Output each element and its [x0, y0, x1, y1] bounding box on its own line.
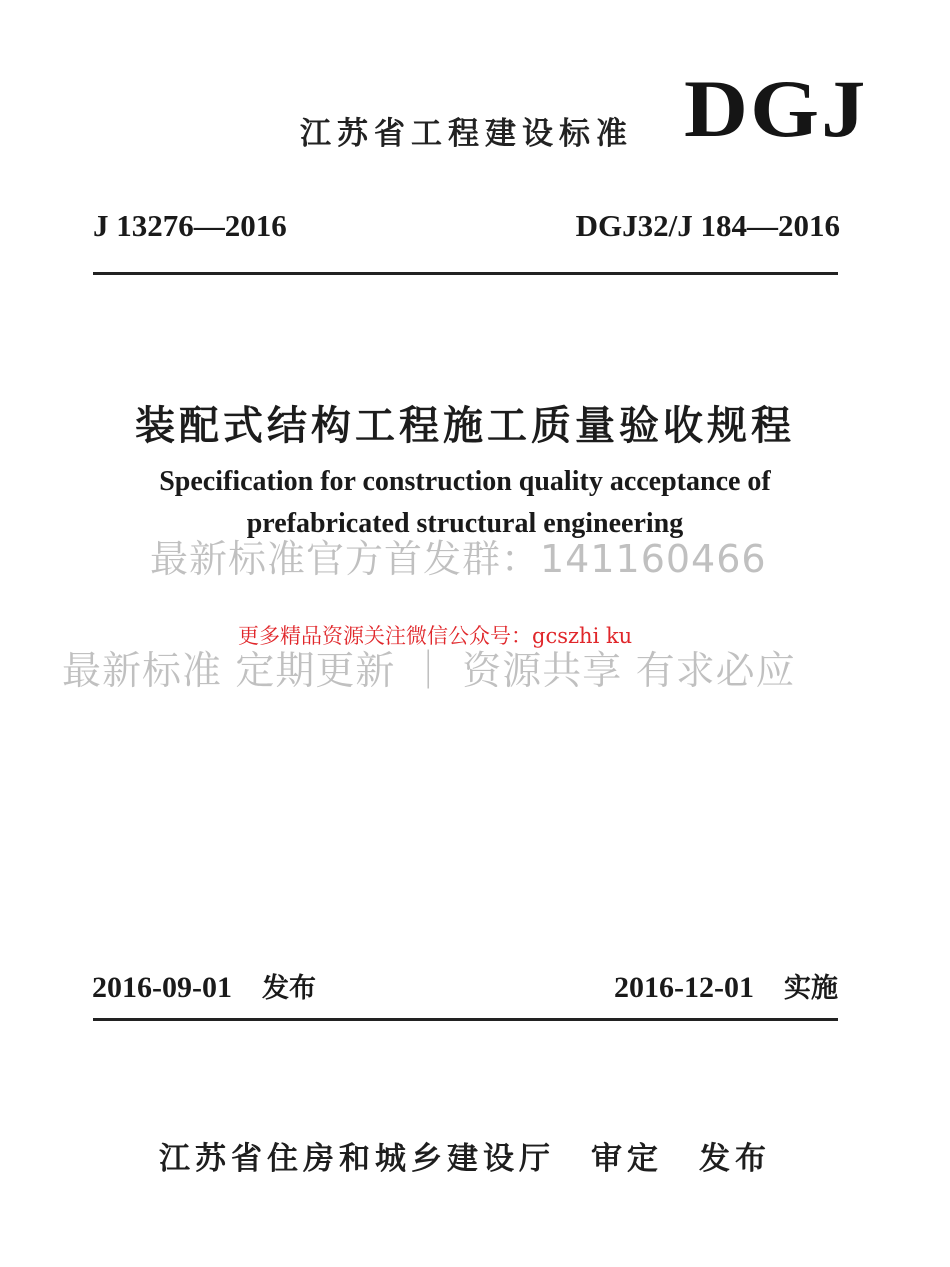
effective-date: [614, 966, 838, 1005]
effective-label: 实施: [784, 973, 838, 1004]
title-english-line2: prefabricated structural engineering: [246, 508, 684, 539]
issue-date: [92, 966, 316, 1005]
title-chinese: 装配式结构工程施工质量验收规程: [135, 403, 795, 449]
watermark-slogan: 最新标准 定期更新 ｜ 资源共享 有求必应: [62, 649, 796, 694]
watermark-wechat: 更多精品资源关注微信公众号：gcszhi ku: [238, 624, 633, 648]
watermark-group-number: 最新标准官方首发群：141160466: [150, 537, 767, 581]
publisher-publish: 发布: [699, 1141, 771, 1177]
standard-category: 江苏省工程建设标准: [300, 116, 633, 152]
standard-code: DGJ32/J 184—2016: [575, 208, 840, 243]
issue-label: 发布: [261, 973, 316, 1004]
registration-code: J 13276—2016: [93, 208, 287, 243]
top-divider: [93, 272, 838, 275]
publisher: [0, 1133, 930, 1178]
dgj-logo: DGJ: [684, 63, 868, 154]
issue-date-value: 2016-09-01: [92, 971, 232, 1004]
bottom-divider: [93, 1018, 838, 1021]
publisher-name: 江苏省住房和城乡建设厅: [159, 1141, 555, 1177]
publisher-approve: 审定: [591, 1141, 663, 1177]
title-english-line1: Specification for construction quality acceptance of: [159, 466, 771, 497]
effective-date-value: 2016-12-01: [614, 971, 754, 1004]
